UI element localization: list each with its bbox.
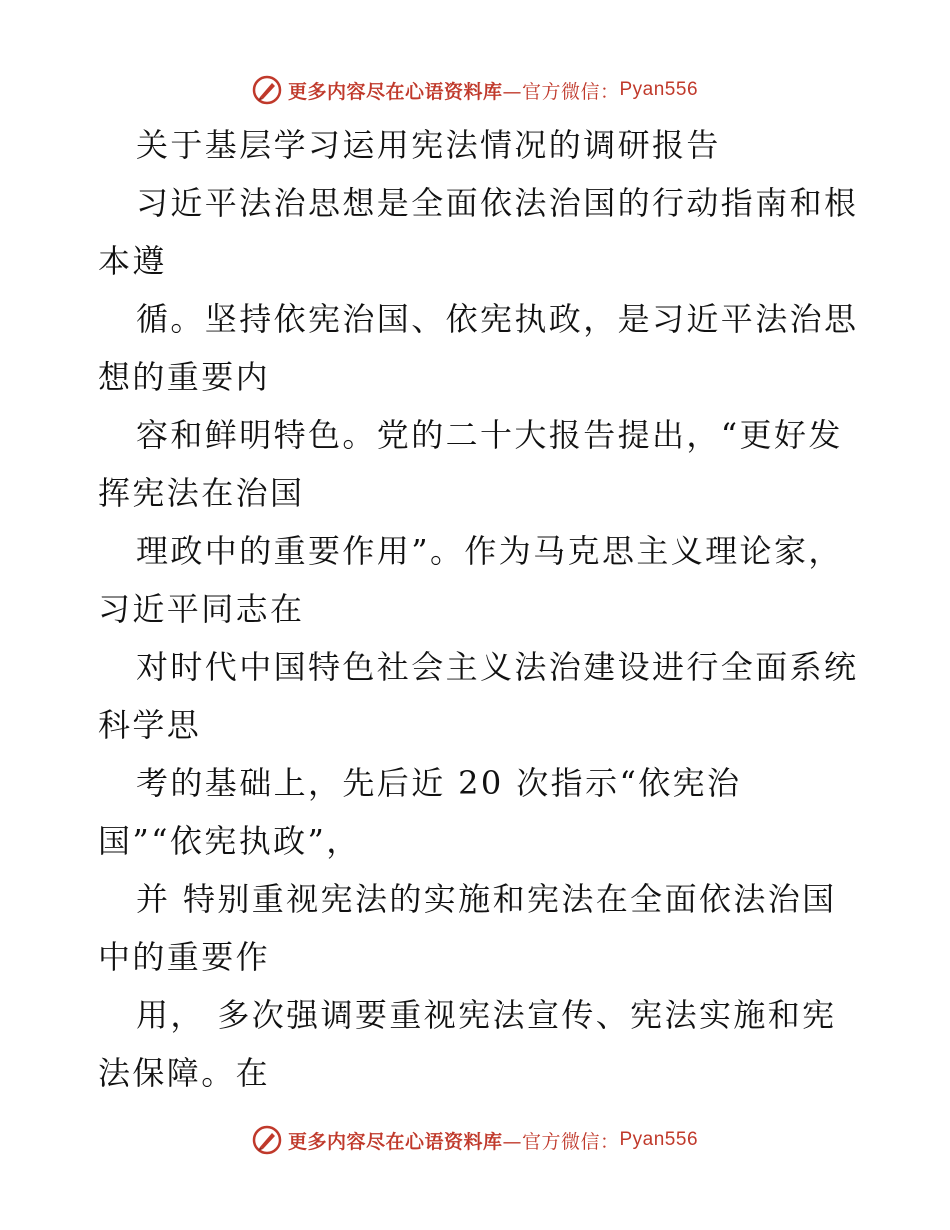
body-line: 用， 多次强调要重视宪法宣传、宪法实施和宪 [136, 996, 837, 1034]
banner-wechat-id: Pyan556 [619, 79, 699, 100]
banner-main-text: 更多内容尽在心语资料库 [287, 1130, 503, 1153]
banner-sub-text: —官方微信： [502, 1130, 620, 1153]
body-line: 科学思 [98, 706, 202, 744]
body-line: 容和鲜明特色。党的二十大报告提出，“更好发 [136, 416, 843, 454]
body-line: 习近平法治思想是全面依法治国的行动指南和根 [136, 184, 859, 222]
body-line: 挥宪法在治国 [98, 474, 305, 512]
body-line: 本遵 [98, 242, 167, 280]
banner-main-text: 更多内容尽在心语资料库 [287, 80, 503, 103]
body-line: 国”“依宪执政”， [98, 822, 361, 860]
header-watermark-banner [0, 70, 950, 110]
body-line: 习近平同志在 [98, 590, 305, 628]
body-line: 考的基础上，先后近 20 次指示“依宪治 [136, 764, 742, 802]
body-line: 法保障。在 [98, 1054, 271, 1092]
body-line: 理政中的重要作用”。作为马克思主义理论家， [136, 532, 843, 570]
banner-wechat-id: Pyan556 [619, 1129, 699, 1150]
pen-logo-icon [252, 1125, 282, 1155]
body-line: 中的重要作 [98, 938, 271, 976]
body-line: 循。坚持依宪治国、依宪执政，是习近平法治思 [136, 300, 859, 338]
banner-sub-text: —官方微信： [502, 80, 620, 103]
body-line: 并 特别重视宪法的实施和宪法在全面依法治国 [136, 880, 837, 918]
pen-logo-icon [252, 75, 282, 105]
body-line: 想的重要内 [98, 358, 271, 396]
document-body [98, 116, 878, 1102]
document-title: 关于基层学习运用宪法情况的调研报告 [136, 126, 721, 164]
body-line: 对时代中国特色社会主义法治建设进行全面系统 [136, 648, 859, 686]
footer-watermark-banner [0, 1120, 950, 1160]
